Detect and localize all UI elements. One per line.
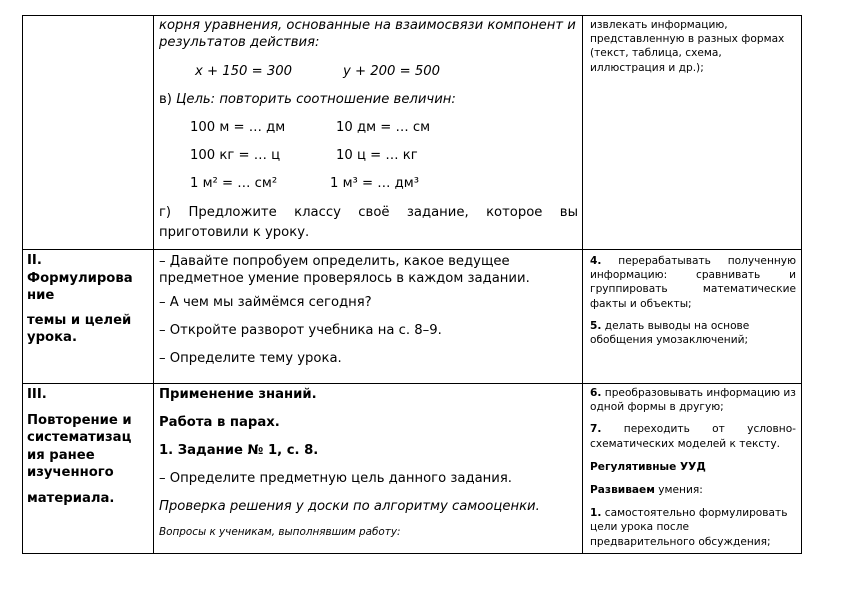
stage-title: систематизац	[27, 430, 132, 445]
conversion-item: 10 дм = … см	[336, 120, 431, 135]
activity-text: – Откройте разворот учебника на с. 8–9.	[159, 323, 442, 338]
activity-text: Проверка решения у доски по алгоритму самооценки.	[159, 499, 540, 514]
activity-text: – А чем мы займёмся сегодня?	[159, 295, 372, 310]
stage-title: ия ранее	[27, 447, 95, 463]
stage-cell	[23, 16, 154, 250]
activity-text: – Определите тему урока.	[159, 351, 342, 366]
stage-number: III.	[27, 387, 47, 402]
activity-text: – Определите предметную цель данного задания.	[159, 471, 512, 486]
table-row	[23, 384, 802, 554]
equation: y + 200 = 500	[343, 64, 441, 79]
conversion-item: 1 м² = … см²	[190, 176, 278, 191]
activity-text: корня уравнения, основанные на взаимосвязи компонент и результатов действия:	[159, 18, 576, 50]
skills-cell	[583, 250, 802, 384]
skill-number: 1.	[590, 507, 602, 520]
skill-text: самостоятельно формулировать цели урока после предварительного обсуждения;	[590, 507, 788, 548]
activity-cell	[154, 250, 583, 384]
stage-title: изученного	[27, 465, 114, 480]
conversion-row	[159, 119, 578, 136]
conversion-item: 100 м = … дм	[190, 120, 286, 135]
task-text: г) Предложите классу своё задание, которое вы	[159, 205, 578, 220]
skill-text: перерабатывать полученную информацию: сравнивать и группировать математические факты и объекты;	[590, 255, 796, 310]
skill-item	[590, 319, 796, 347]
uud-heading: Регулятивные УУД	[590, 460, 706, 473]
skill-item	[590, 254, 796, 311]
skill-number: 6.	[590, 387, 602, 399]
skill-text: переходить от условно-схематических моделей к тексту.	[590, 423, 796, 450]
table-row	[23, 250, 802, 384]
equation-row	[159, 63, 578, 80]
section-heading: 1. Задание № 1, с. 8.	[159, 443, 319, 458]
task-text: приготовили к уроку.	[159, 225, 310, 240]
skills-cell	[583, 384, 802, 554]
stage-number: II.	[27, 253, 42, 268]
stage-title: Формулирова	[27, 270, 133, 286]
conversion-item: 10 ц = … кг	[336, 148, 418, 163]
skill-number: 4.	[590, 255, 602, 267]
stage-title: Повторение и	[27, 412, 132, 428]
section-heading: Работа в парах.	[159, 415, 280, 430]
skill-intro-rest: умения:	[654, 484, 703, 497]
conversion-row	[159, 147, 578, 164]
stage-cell	[23, 250, 154, 384]
goal-line	[159, 91, 578, 108]
stage-title: материала.	[27, 490, 115, 506]
stage-title: темы и целей	[27, 312, 132, 328]
table-row	[23, 16, 802, 250]
conversion-row	[159, 175, 578, 192]
skills-cell	[583, 16, 802, 250]
skill-text: делать выводы на основе обобщения умозаключений;	[590, 319, 750, 347]
skill-item	[590, 422, 796, 450]
skill-text: извлекать информацию, представленную в разных формах (текст, таблица, схема, иллюстрация и др.);	[590, 19, 785, 74]
activity-cell	[154, 16, 583, 250]
goal-text: Цель: повторить соотношение величин:	[176, 92, 456, 107]
activity-text: Вопросы к ученикам, выполнявшим работу:	[159, 526, 401, 538]
skill-number: 7.	[590, 423, 602, 436]
skill-intro	[590, 483, 796, 497]
skill-item	[590, 506, 796, 549]
conversion-item: 1 м³ = … дм³	[330, 176, 419, 191]
skill-number: 5.	[590, 319, 602, 332]
stage-cell	[23, 384, 154, 554]
skill-text: преобразовывать информацию из одной формы в другую;	[590, 387, 796, 414]
skill-intro-bold: Развиваем	[590, 484, 655, 497]
section-heading: Применение знаний.	[159, 387, 317, 402]
lesson-plan-table	[22, 15, 802, 554]
activity-text: – Давайте попробуем определить, какое ведущее предметное умение проверялось в каждом задании.	[159, 254, 530, 286]
activity-cell	[154, 384, 583, 554]
conversion-item: 100 кг = … ц	[190, 148, 281, 163]
equation: x + 150 = 300	[195, 64, 293, 79]
skill-item	[590, 386, 796, 414]
goal-label: в)	[159, 92, 172, 107]
stage-title: урока.	[27, 330, 77, 345]
stage-title: ние	[27, 288, 55, 303]
